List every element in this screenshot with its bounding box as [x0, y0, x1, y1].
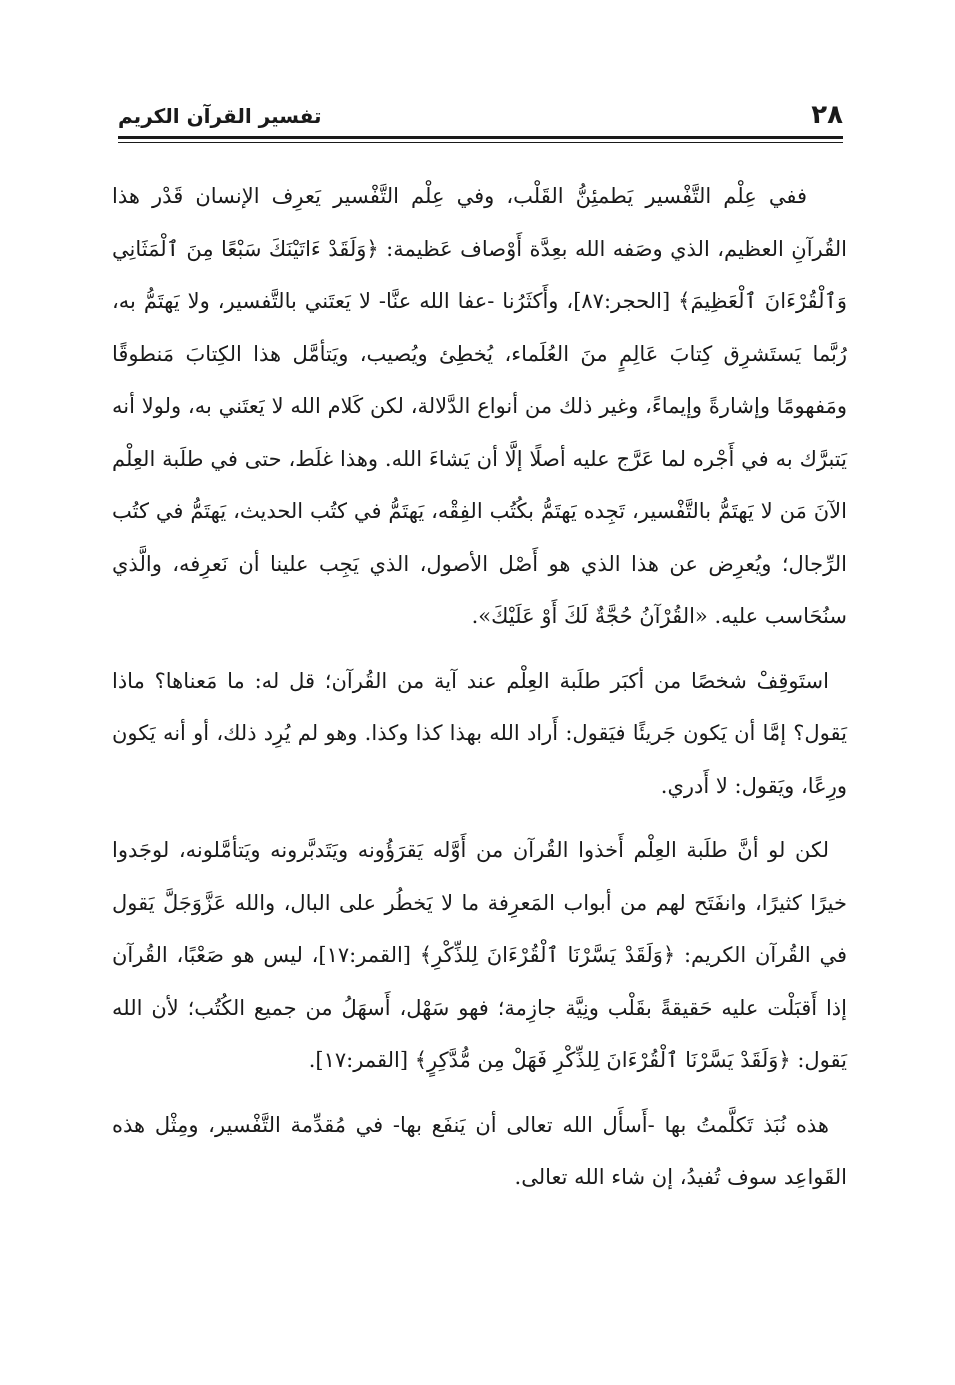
page-number: ٢٨	[811, 100, 843, 130]
paragraph: هذه نُبَذ تَكلَّمتُ بها -أَسأَل الله تعالى أن يَنفَع بها- في مُقدِّمة التَّفْسير، ومِثْل هذه القَواعِد سوف تُفيدُ، إن شاء الله تعالى.	[112, 1112, 847, 1189]
page-body	[112, 170, 847, 1216]
paragraph: استَوقِفْ شخصًا من أكبَر طلَبة العِلْم عند آية من القُرآن؛ قل له: ما مَعناها؟ ماذا يَقول؟ إمَّا أن يَكون جَريئًا فيَقول: أَراد الله بهذا كذا وكذا. وهو لم يُرِد ذلك، أو أنه يَكون ورِعًا، ويَقول: لا أَدري.	[112, 668, 847, 798]
page-header	[118, 100, 843, 138]
header-divider	[118, 136, 843, 139]
paragraph: لكن لو أنَّ طلَبة العِلْم أَخذوا القُرآن من أَوَّله يَقرَؤُونه ويَتَدبَّرونه ويَتأمَّلونه، لوجَدوا خيرًا كثيرًا، وانفَتَح لهم من أبواب المَعرِفة ما لا يَخطُر على البال، والله عَزَّوَجَلَّ يَقول في القُرآن الكريم: ﴿وَلَقَدْ يَسَّرْنَا ٱلْقُرْءَانَ لِلذِّكْرِ﴾ [القمر:١٧]، ليس هو صَعْبًا، القُرآن إذا أَقبَلْت عليه حَقيقةً بقَلْب ونِيَّة جازِمة؛ فهو سَهْل، أَسهَلُ من جميع الكُتُب؛ لأن الله يَقول: ﴿وَلَقَدْ يَسَّرْنَا ٱلْقُرْءَانَ لِلذِّكْرِ فَهَلْ مِن مُّدَّكِرٍ﴾ [القمر:١٧].	[112, 838, 847, 1072]
header-divider-thin	[118, 142, 843, 143]
paragraph: ففي عِلْم التَّفْسير يَطمئِنُّ القَلْب، وفي عِلْم التَّفْسير يَعرِف الإنسان قَدْر هذا القُرآنِ العظيم، الذي وصَفه الله بعِدَّة أَوْصاف عَظيمة: ﴿وَلَقَدْ ءَاتَيْنَكَ سَبْعًا مِنَ ٱلْمَثَانِي وَٱلْقُرْءَانَ ٱلْعَظِيمَ﴾ [الحجر:٨٧]، وأَكثَرُنا -عفا الله عنَّا- لا يَعتَني بالتَّفسير، ولا يَهتَمُّ به، رُبَّما يَستَشرِق كِتابَ عَالِمٍ منَ العُلَماء، يُخطِئ ويُصيب، ويَتأمَّل هذا الكِتابَ مَنطوقًا ومَفهومًا وإشارةً وإيماءً، وغير ذلك من أنواع الدَّلالة، لكن كَلام الله لا يَعتَني به، ولولا أنه يَتبرَّك به في أَجْره لما عَرَّج عليه أصلًا إلَّا أن يَشاءَ الله. وهذا غلَط، حتى في طلَبة العِلْم الآنَ مَن لا يَهتَمُّ بالتَّفْسير، تَجِده يَهتَمُّ بكُتُب الفِقْه، يَهتَمُّ في كتُب الحديث، يَهتَمُّ في كتُب الرِّجال؛ ويُعرِض عن هذا الذي هو أَصْل الأصول، الذي يَجِب علينا أن نَعرِفه، والَّذي سنُحَاسب عليه. «القُرْآنُ حُجَّةٌ لَكَ أَوْ عَلَيْكَ».	[112, 184, 847, 628]
book-title: تفسير القرآن الكريم	[118, 104, 322, 128]
